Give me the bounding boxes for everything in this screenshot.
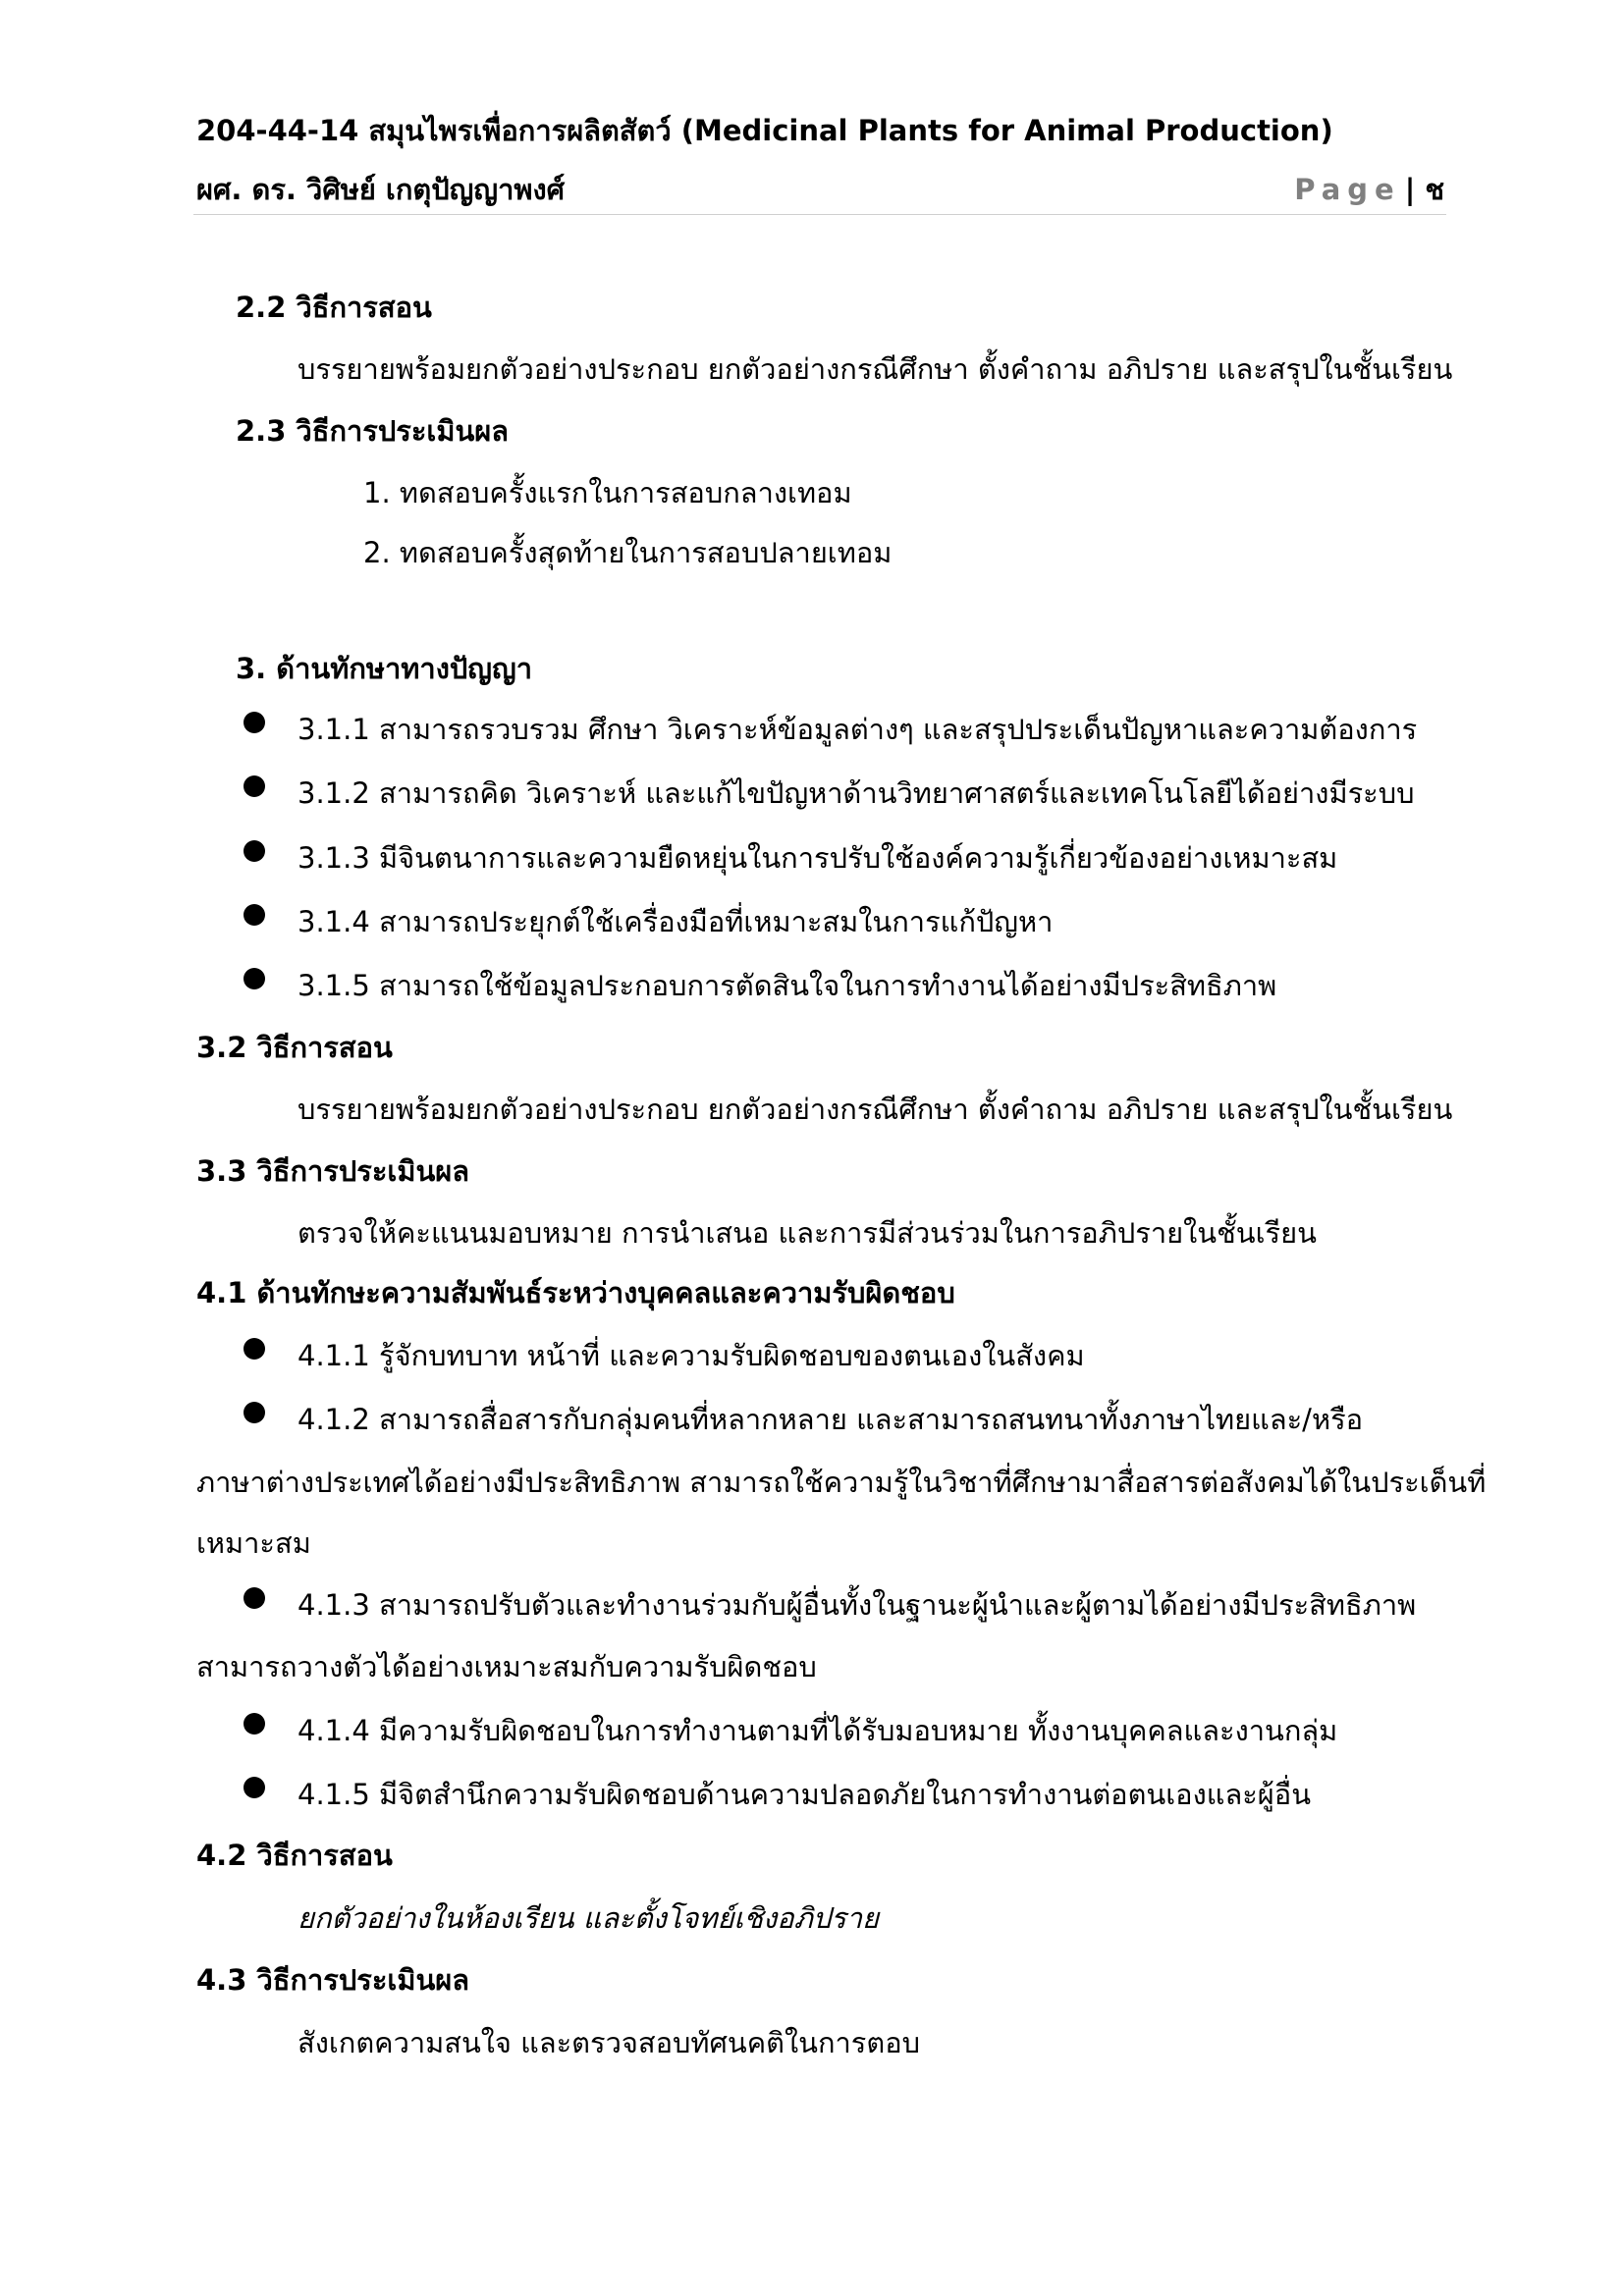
- list-item: 3.1.3 มีจินตนาการและความยืดหยุ่นในการปรับใช้องค์ความรู้เกี่ยวข้องอย่างเหมาะสม: [298, 841, 1338, 875]
- heading-3-2: 3.2 วิธีการสอน: [196, 1031, 393, 1064]
- author-name: ผศ. ดร. วิศิษย์ เกตุปัญญาพงศ์: [196, 173, 566, 206]
- page-number: ช: [1425, 173, 1444, 206]
- heading-4-3: 4.3 วิธีการประเมินผล: [196, 1963, 470, 1997]
- list-item: 3.1.1 สามารถรวบรวม ศึกษา วิเคราะห์ข้อมูลต่างๆ และสรุปประเด็นปัญหาและความต้องการ: [298, 713, 1418, 746]
- body-4-2: ยกตัวอย่างในห้องเรียน และตั้งโจทย์เชิงอภิปราย: [298, 1901, 879, 1935]
- list-item: 3.1.4 สามารถประยุกต์ใช้เครื่องมือที่เหมาะสมในการแก้ปัญหา: [298, 905, 1054, 938]
- list-item: 4.1.4 มีความรับผิดชอบในการทำงานตามที่ได้รับมอบหมาย ทั้งงานบุคคลและงานกลุ่ม: [298, 1714, 1338, 1747]
- bullet-icon: [244, 775, 265, 797]
- page-separator: |: [1404, 173, 1416, 206]
- list-item: 1. ทดสอบครั้งแรกในการสอบกลางเทอม: [363, 476, 852, 509]
- heading-4-1: 4.1 ด้านทักษะความสัมพันธ์ระหว่างบุคคลและความรับผิดชอบ: [196, 1276, 955, 1309]
- bullet-icon: [244, 712, 265, 733]
- bullet-icon: [244, 1587, 265, 1609]
- bullet-icon: [244, 1713, 265, 1735]
- document-title: 204-44-14 สมุนไพรเพื่อการผลิตสัตว์ (Medicinal Plants for Animal Production): [196, 114, 1333, 147]
- list-item-continuation: เหมาะสม: [196, 1526, 311, 1560]
- bullet-icon: [244, 904, 265, 926]
- list-item: 3.1.2 สามารถคิด วิเคราะห์ และแก้ไขปัญหาด้านวิทยาศาสตร์และเทคโนโลยีได้อย่างมีระบบ: [298, 776, 1415, 810]
- body-3-3: ตรวจให้คะแนนมอบหมาย การนำเสนอ และการมีส่วนร่วมในการอภิปรายในชั้นเรียน: [298, 1216, 1317, 1250]
- page-word: Page: [1294, 173, 1401, 206]
- heading-4-2: 4.2 วิธีการสอน: [196, 1839, 393, 1872]
- bullet-icon: [244, 1777, 265, 1798]
- list-item: 3.1.5 สามารถใช้ข้อมูลประกอบการตัดสินใจในการทำงานได้อย่างมีประสิทธิภาพ: [298, 969, 1277, 1002]
- heading-2-2: 2.2 วิธีการสอน: [236, 291, 432, 324]
- body-3-2: บรรยายพร้อมยกตัวอย่างประกอบ ยกตัวอย่างกรณีศึกษา ตั้งคำถาม อภิปราย และสรุปในชั้นเรียน: [298, 1093, 1453, 1126]
- list-item: 4.1.3 สามารถปรับตัวและทำงานร่วมกับผู้อื่นทั้งในฐานะผู้นำและผู้ตามได้อย่างมีประสิทธิภาพ: [298, 1588, 1417, 1622]
- list-item: 4.1.1 รู้จักบทบาท หน้าที่ และความรับผิดชอบของตนเองในสังคม: [298, 1339, 1085, 1372]
- body-4-3: สังเกตความสนใจ และตรวจสอบทัศนคติในการตอบ: [298, 2026, 921, 2059]
- heading-3: 3. ด้านทักษาทางปัญญา: [236, 652, 532, 685]
- page-indicator: [1294, 167, 1444, 212]
- list-item: 4.1.5 มีจิตสำนึกความรับผิดชอบด้านความปลอดภัยในการทำงานต่อตนเองและผู้อื่น: [298, 1778, 1312, 1811]
- list-item: 4.1.2 สามารถสื่อสารกับกลุ่มคนที่หลากหลาย และสามารถสนทนาทั้งภาษาไทยและ/หรือ: [298, 1403, 1364, 1436]
- heading-2-3: 2.3 วิธีการประเมินผล: [236, 414, 510, 448]
- heading-3-3: 3.3 วิธีการประเมินผล: [196, 1154, 470, 1188]
- bullet-icon: [244, 968, 265, 989]
- bullet-icon: [244, 1402, 265, 1423]
- header-divider: [193, 214, 1446, 215]
- body-2-2: บรรยายพร้อมยกตัวอย่างประกอบ ยกตัวอย่างกรณีศึกษา ตั้งคำถาม อภิปราย และสรุปในชั้นเรียน: [298, 352, 1453, 386]
- bullet-icon: [244, 1338, 265, 1360]
- list-item: 2. ทดสอบครั้งสุดท้ายในการสอบปลายเทอม: [363, 536, 893, 569]
- list-item-continuation: ภาษาต่างประเทศได้อย่างมีประสิทธิภาพ สามารถใช้ความรู้ในวิชาที่ศึกษามาสื่อสารต่อสังคมได้ในประเด็นที่: [196, 1466, 1487, 1499]
- list-item-continuation: สามารถวางตัวได้อย่างเหมาะสมกับความรับผิดชอบ: [196, 1650, 817, 1683]
- bullet-icon: [244, 840, 265, 862]
